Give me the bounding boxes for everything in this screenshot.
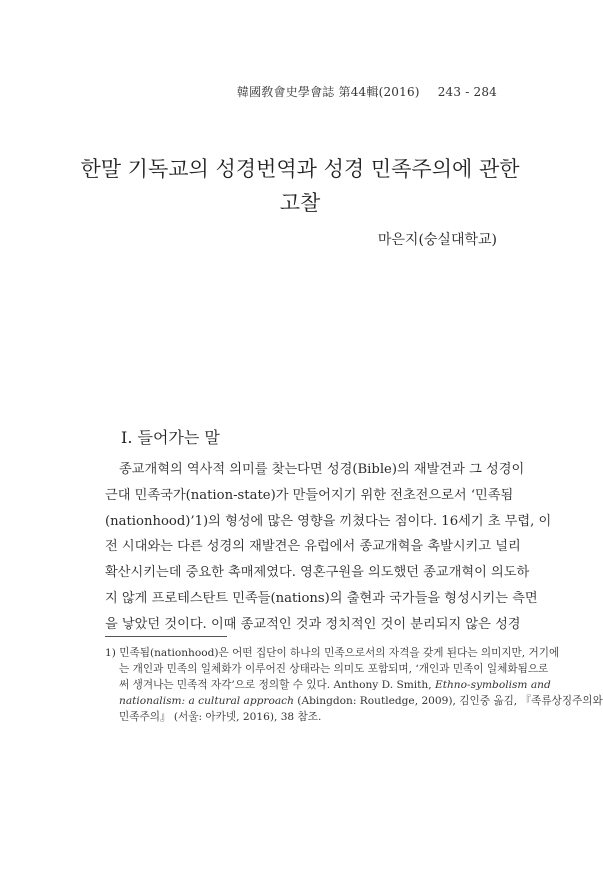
footnote-line	[105, 693, 603, 709]
footnote-book-title: Ethno-symbolism and	[434, 679, 551, 691]
section-heading: Ⅰ. 들어가는 말	[121, 428, 220, 447]
running-header	[0, 83, 497, 100]
author-affiliation: 마은지(숭실대학교)	[377, 232, 497, 248]
footnote-text: 써 생겨나는 민족적 자각’으로 정의할 수 있다. Anthony D. Smith,	[119, 679, 435, 691]
body-line: 전 시대와는 다른 성경의 재발견은 유럽에서 종교개혁을 촉발시키고 널리	[105, 539, 521, 555]
footnote-divider	[105, 636, 227, 637]
footnote	[105, 645, 603, 725]
paper-title	[60, 152, 540, 220]
body-line: (nationhood)’1)의 형성에 많은 영향을 끼쳤다는 점이다. 16세기 초 무렵, 이	[105, 513, 552, 529]
footnote-text: (Abingdon: Routledge, 2009), 김인중 옮김, 『족류상징주의와	[293, 695, 603, 707]
body-line: 확산시키는데 중요한 촉매제였다. 영혼구원을 의도했던 종교개혁이 의도하	[105, 565, 530, 581]
body-line: 종교개혁의 역사적 의미를 찾는다면 성경(Bible)의 재발견과 그 성경이	[119, 462, 525, 477]
footnote-line: 는 개인과 민족의 일체화가 이루어진 상태라는 의미도 포함되며, ‘개인과 민족이 일체화됨으로	[119, 663, 549, 675]
body-line: 을 낳았던 것이다. 이때 종교적인 것과 정치적인 것이 분리되지 않은 성경	[105, 616, 521, 632]
title-line-1: 한말 기독교의 성경번역과 성경 민족주의에 관한	[80, 157, 520, 181]
title-line-2: 고찰	[279, 191, 321, 215]
page-range: 243 - 284	[437, 85, 497, 99]
body-paragraph	[105, 457, 552, 638]
footnote-line: 민족주의』 (서울: 아카넷, 2016), 38 참조.	[119, 711, 322, 723]
footnote-book-title: nationalism: a cultural approach	[119, 695, 294, 707]
body-line: 지 않게 프로테스탄트 민족들(nations)의 출현과 국가들을 형성시키는 측면	[105, 590, 538, 606]
footnote-line: 1) 민족됨(nationhood)은 어떤 집단이 하나의 민족으로서의 자격을 갖게 된다는 의미지만, 거기에	[105, 647, 560, 659]
body-line: 근대 민족국가(nation-state)가 만들어지기 위한 전초전으로서 ‘민족됨	[105, 487, 514, 503]
journal-name: 韓國敎會史學會誌 第44輯(2016)	[236, 85, 420, 99]
footnote-line	[105, 677, 551, 693]
